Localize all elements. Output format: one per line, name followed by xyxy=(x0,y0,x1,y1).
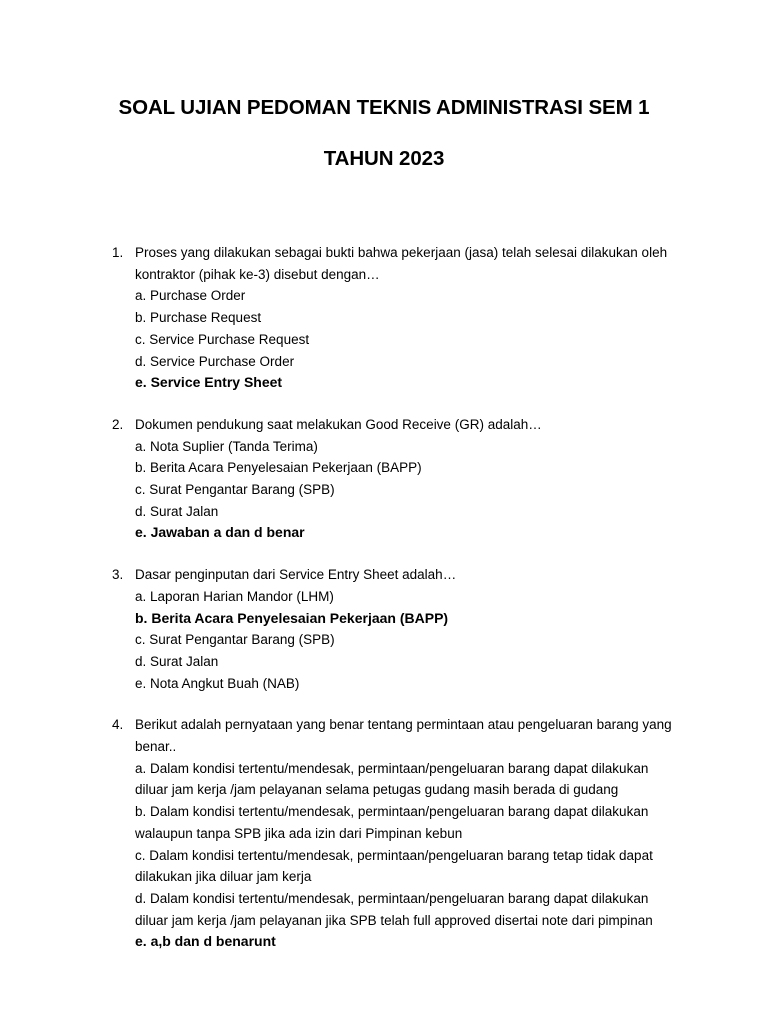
question-number: 3. xyxy=(112,567,124,583)
question-number: 4. xyxy=(112,717,124,733)
option-c: c. Surat Pengantar Barang (SPB) xyxy=(135,482,335,498)
option-c: c. Surat Pengantar Barang (SPB) xyxy=(135,632,335,648)
document-title: SOAL UJIAN PEDOMAN TEKNIS ADMINISTRASI SEM 1 xyxy=(118,96,650,119)
option-a: a. Purchase Order xyxy=(135,288,246,304)
question-3 xyxy=(0,564,768,694)
option-a: a. Nota Suplier (Tanda Terima) xyxy=(135,438,318,454)
question-stem: Berikut adalah pernyataan yang benar tentang permintaan atau pengeluaran barang yang benar.. xyxy=(135,717,672,755)
option-e-answer: e. Service Entry Sheet xyxy=(135,374,283,391)
option-d: d. Service Purchase Order xyxy=(135,353,295,369)
option-e: e. Nota Angkut Buah (NAB) xyxy=(135,675,300,691)
option-d: d. Dalam kondisi tertentu/mendesak, permintaan/pengeluaran barang dapat dilakukan diluar jam kerja /jam pelayanan jika SPB telah full approved disertai note dari pimpinan xyxy=(135,890,653,928)
question-number: 2. xyxy=(112,416,124,432)
question-4 xyxy=(0,714,768,953)
option-d: d. Surat Jalan xyxy=(135,503,219,519)
question-stem: Proses yang dilakukan sebagai bukti bahwa pekerjaan (jasa) telah selesai dilakukan oleh kontraktor (pihak ke-3) disebut dengan… xyxy=(135,245,668,282)
question-stem: Dasar penginputan dari Service Entry Sheet adalah… xyxy=(135,567,457,583)
option-b-answer: b. Berita Acara Penyelesaian Pekerjaan (BAPP) xyxy=(135,609,449,626)
document-year: TAHUN 2023 xyxy=(323,147,445,170)
option-c: c. Dalam kondisi tertentu/mendesak, permintaan/pengeluaran barang tetap tidak dapat dilakukan jika diluar jam kerja xyxy=(135,847,653,885)
question-list xyxy=(0,242,768,973)
option-a: a. Laporan Harian Mandor (LHM) xyxy=(135,588,334,604)
question-stem: Dokumen pendukung saat melakukan Good Receive (GR) adalah… xyxy=(135,416,542,432)
option-e-answer: e. Jawaban a dan d benar xyxy=(135,524,305,541)
question-number: 1. xyxy=(112,245,124,260)
option-c: c. Service Purchase Request xyxy=(135,331,310,347)
question-1 xyxy=(0,242,768,394)
option-e-answer: e. a,b dan d benarunt xyxy=(135,933,276,950)
option-b: b. Purchase Request xyxy=(135,310,262,326)
option-b: b. Dalam kondisi tertentu/mendesak, permintaan/pengeluaran barang dapat dilakukan walaupun tanpa SPB jika ada izin dari Pimpinan kebun xyxy=(135,804,649,841)
option-a: a. Dalam kondisi tertentu/mendesak, permintaan/pengeluaran barang dapat dilakukan diluar jam kerja /jam pelayanan selama petugas gudang masih berada di gudang xyxy=(135,760,649,798)
option-b: b. Berita Acara Penyelesaian Pekerjaan (BAPP) xyxy=(135,460,422,476)
option-d: d. Surat Jalan xyxy=(135,653,219,669)
question-2 xyxy=(0,414,768,544)
